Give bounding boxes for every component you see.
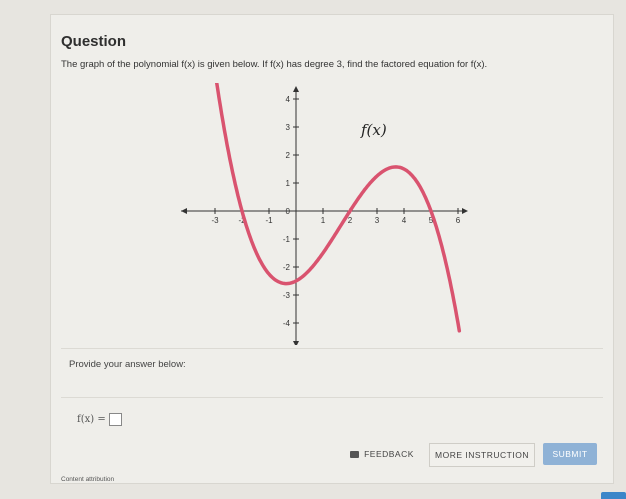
y-tick-label: -4 — [282, 319, 290, 328]
x-tick-label: 6 — [455, 216, 461, 225]
y-tick-label: 3 — [285, 123, 290, 132]
polynomial-curve — [200, 83, 459, 331]
submit-button[interactable] — [543, 443, 597, 465]
corner-tab[interactable] — [601, 492, 626, 499]
y-tick-label: 0 — [285, 207, 290, 216]
x-tick-label: 4 — [401, 216, 407, 225]
y-tick-label: -3 — [282, 291, 290, 300]
x-tick-label: -3 — [211, 216, 219, 225]
equation-row — [77, 413, 122, 426]
y-axis — [293, 86, 299, 345]
equation-prefix: f(x) = — [77, 414, 106, 425]
x-tick-label: -2 — [238, 216, 246, 225]
x-axis — [181, 208, 468, 214]
answer-input[interactable] — [109, 413, 122, 426]
y-tick-label: -1 — [282, 235, 290, 244]
y-tick-label: 4 — [285, 95, 290, 104]
more-instruction-button[interactable] — [429, 443, 535, 467]
polynomial-graph — [181, 83, 481, 345]
more-instruction-label: MORE INSTRUCTION — [435, 450, 529, 460]
content-attribution-link[interactable]: Content attribution — [61, 476, 115, 483]
x-tick-label: 1 — [320, 216, 326, 225]
feedback-icon — [350, 451, 359, 458]
feedback-label: FEEDBACK — [364, 449, 414, 459]
question-title: Question — [61, 33, 127, 50]
answer-section — [61, 348, 603, 398]
feedback-button[interactable] — [347, 443, 417, 465]
x-tick-label: 3 — [374, 216, 380, 225]
y-tick-label: 2 — [285, 151, 290, 160]
question-card — [50, 14, 614, 484]
y-tick-label: -2 — [282, 263, 290, 272]
x-tick-label: 2 — [347, 216, 353, 225]
x-tick-label: -1 — [265, 216, 273, 225]
question-text: The graph of the polynomial f(x) is given below. If f(x) has degree 3, find the factored equation for f(x). — [61, 59, 488, 70]
submit-label: SUBMIT — [552, 449, 588, 459]
answer-prompt: Provide your answer below: — [69, 359, 186, 370]
curve-label: f(x) — [361, 121, 387, 139]
y-tick-label: 1 — [285, 179, 290, 188]
x-tick-label: 5 — [428, 216, 434, 225]
